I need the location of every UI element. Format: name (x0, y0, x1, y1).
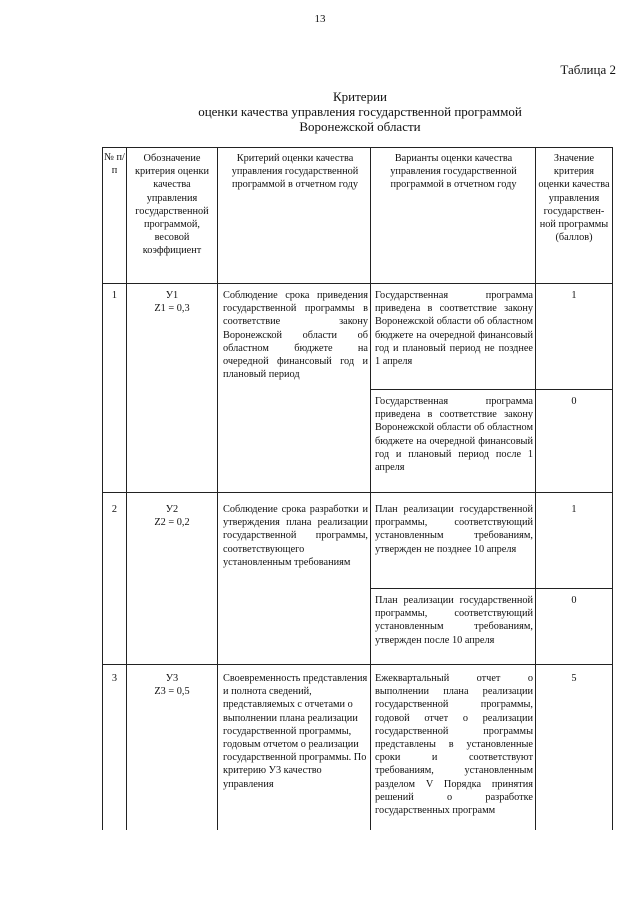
column-divider-4 (535, 147, 536, 830)
table-label: Таблица 2 (560, 62, 616, 77)
row-1-value-1: 1 (571, 290, 577, 301)
title-line-2: оценки качества управления государственной программой (198, 104, 522, 119)
row-1-num: 1 (111, 290, 118, 301)
column-divider-1 (126, 147, 127, 830)
row-1-value-2: 0 (571, 396, 577, 407)
row-1-weight: Z1 = 0,3 (154, 303, 190, 314)
column-divider-2 (217, 147, 218, 830)
row-3-value-1: 5 (571, 673, 577, 684)
row-3-weight: Z3 = 0,5 (154, 686, 190, 697)
row-2-option-1: План реализации государственной программы, соответствующий установленным требованиям, утвержден не позднее 10 апреля (375, 504, 533, 555)
table-border-top (102, 147, 613, 148)
row-2-weight: Z2 = 0,2 (154, 517, 190, 528)
table-border-right (612, 147, 613, 830)
row-2-criterion: Соблюдение срока разработки и утверждения плана реализации государственной программы, соответствующего установленным требованиям (223, 504, 368, 568)
row-2-split-line (370, 588, 613, 589)
row-2-value-1: 1 (571, 504, 577, 515)
row-1-bottom-line (102, 492, 613, 493)
row-3-num: 3 (111, 673, 118, 684)
row-2-value-2: 0 (571, 595, 577, 606)
title-line-1: Критерии (333, 89, 387, 104)
row-2-bottom-line (102, 664, 613, 665)
header-num: № п/п (104, 152, 125, 177)
header-value: Значение критерия оценки качества управления государствен-ной программы (баллов) (538, 153, 610, 244)
header-options: Варианты оценки качества управления государственной программой в отчетном году (390, 153, 517, 191)
row-1-criterion: Соблюдение срока приведения государственной программы в соответствие закону Воронежской области об областном бюджете на очередной финансовый год и плановый период (223, 290, 368, 381)
header-criterion: Критерий оценки качества управления государственной программой в отчетном году (231, 153, 359, 191)
row-2-option-2: План реализации государственной программы, соответствующий установленным требованиям, утвержден после 10 апреля (375, 595, 533, 646)
row-1-code: У1 (165, 290, 179, 301)
document-title (150, 89, 570, 134)
row-1-option-2: Государственная программа приведена в соответствие закону Воронежской области об областном бюджете на очередной финансовый год и плановый период после 1 апреля (375, 396, 533, 474)
page-number: 13 (314, 13, 326, 25)
header-bottom-line (102, 283, 613, 284)
row-3-criterion: Своевременность представления и полнота сведений, представляемых с отчетами о выполнении плана реализации государственной программы, годовым отчетом о реализации государственной программы. По критерию У3 качество управления (223, 673, 368, 790)
criteria-table (102, 147, 613, 830)
column-divider-3 (370, 147, 371, 830)
header-designation-text: Обозначение критерия оценки качества управления государственной программой, весовой коэффициент (135, 153, 209, 257)
row-2-code: У2 (165, 504, 179, 515)
row-3-option-1: Ежеквартальный отчет о выполнении плана реализации государственной программы, годовой отчет о реализации государственной программы представлены в установленные сроки и соответствуют требованиям, установленным разделом V Порядка принятия решений о разработке государственных программ (375, 673, 533, 817)
row-2-num: 2 (111, 504, 118, 515)
row-3-code: У3 (165, 673, 179, 684)
row-1-split-line (370, 389, 613, 390)
title-line-3: Воронежской области (299, 119, 421, 134)
row-1-option-1: Государственная программа приведена в соответствие закону Воронежской области об областном бюджете на очередной финансовый год и плановый период не позднее 1 апреля (375, 290, 533, 368)
table-border-left (102, 147, 103, 830)
